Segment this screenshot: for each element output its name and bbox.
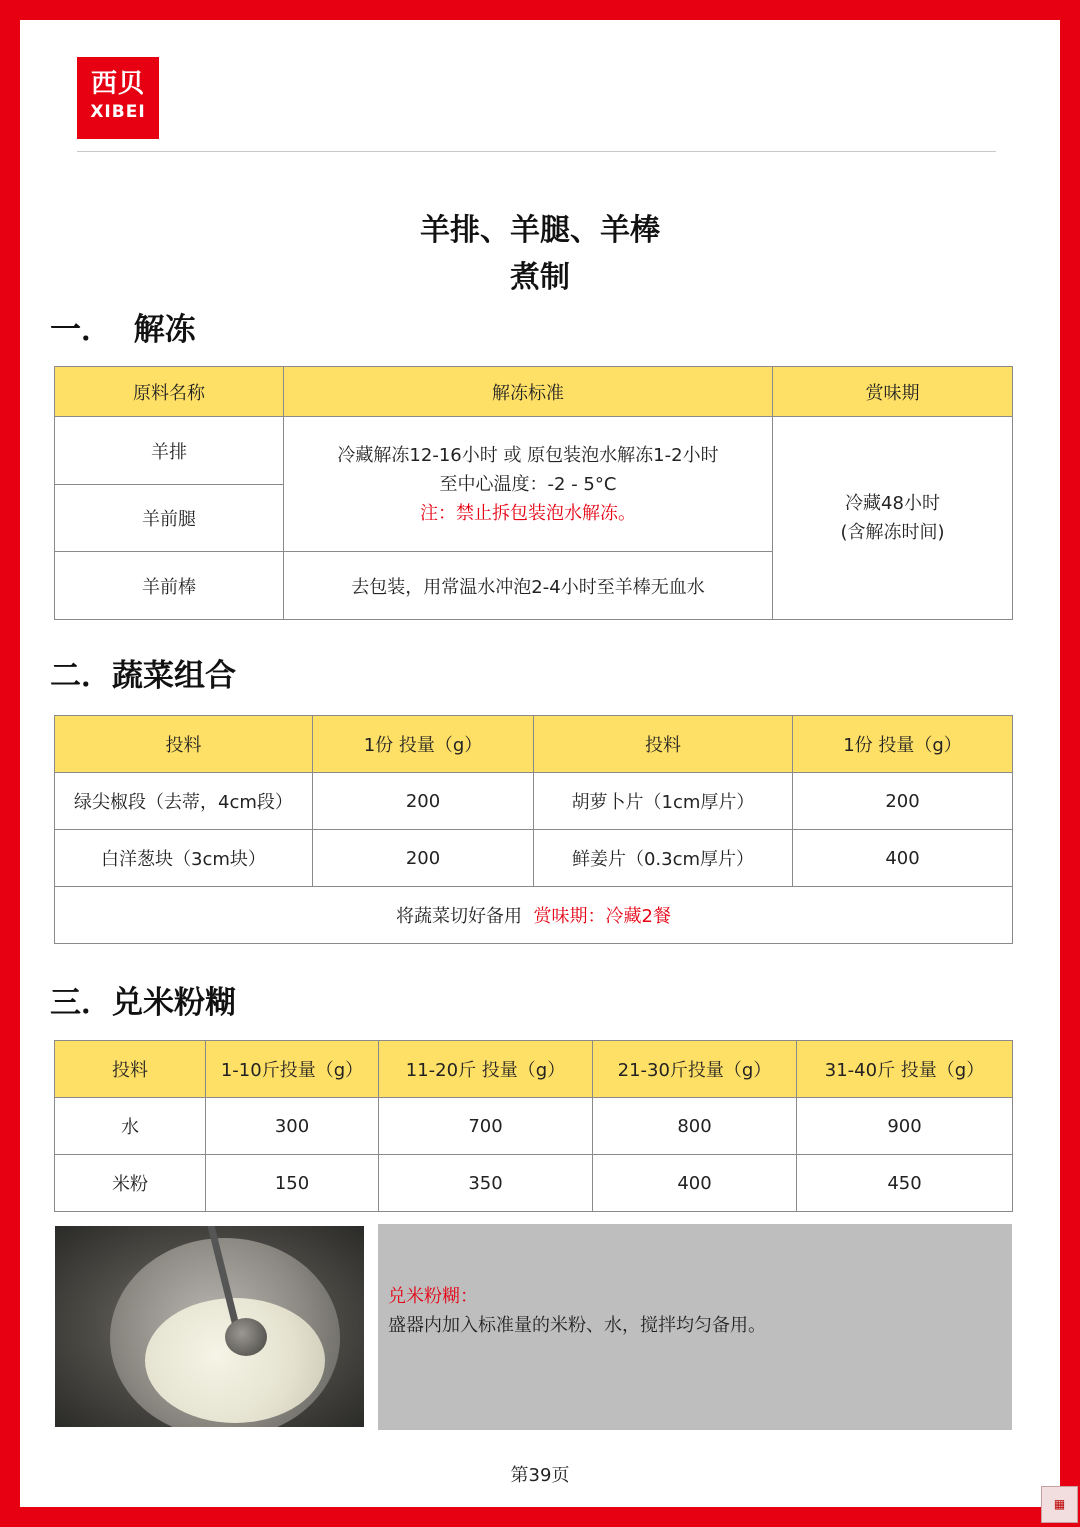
col-header-ingredient-1: 投料 (55, 716, 313, 773)
col-header-1-10: 1-10斤投量（g） (206, 1041, 379, 1098)
veg-cell: 200 (313, 773, 534, 830)
rice-cell: 900 (797, 1098, 1013, 1155)
col-header-amount-2: 1份 投量（g） (793, 716, 1013, 773)
rice-paste-photo (55, 1226, 364, 1427)
item-lamb-foreleg: 羊前腿 (55, 485, 284, 552)
thaw-standard-line1: 冷藏解冻12-16小时 或 原包装泡水解冻1-2小时 (337, 444, 719, 466)
rice-paste-table (54, 1040, 1013, 1212)
col-header-material: 原料名称 (55, 367, 284, 417)
veg-cell: 胡萝卜片（1cm厚片） (534, 773, 793, 830)
header-divider (77, 151, 996, 152)
rice-cell: 水 (55, 1098, 206, 1155)
col-header-shelf-life: 赏味期 (773, 367, 1013, 417)
veg-cell: 绿尖椒段（去蒂，4cm段） (55, 773, 313, 830)
item-lamb-shank: 羊前棒 (55, 552, 284, 620)
veg-cell: 白洋葱块（3cm块） (55, 830, 313, 887)
note-body: 盛器内加入标准量的米粉、水，搅拌均匀备用。 (388, 1315, 766, 1336)
table-row (55, 830, 1013, 887)
veg-cell: 200 (313, 830, 534, 887)
logo-en: XIBEI (90, 102, 146, 122)
section-thawing-heading: 一． 解冻 (50, 312, 196, 348)
veg-cell: 200 (793, 773, 1013, 830)
col-header-31-40: 31-40斤 投量（g） (797, 1041, 1013, 1098)
col-header-21-30: 21-30斤投量（g） (593, 1041, 797, 1098)
table-row (55, 1155, 1013, 1212)
vegetable-footer-text: 将蔬菜切好备用 (396, 906, 523, 927)
col-header-ingredient: 投料 (55, 1041, 206, 1098)
thaw-standard-line2: 至中心温度：-2 - 5°C (439, 473, 617, 495)
section-vegetables-heading: 二．蔬菜组合 (50, 658, 236, 694)
rice-cell: 350 (379, 1155, 593, 1212)
col-header-ingredient-2: 投料 (534, 716, 793, 773)
col-header-11-20: 11-20斤 投量（g） (379, 1041, 593, 1098)
rice-cell: 800 (593, 1098, 797, 1155)
thaw-standard-cell (284, 417, 773, 552)
veg-cell: 鲜姜片（0.3cm厚片） (534, 830, 793, 887)
rice-cell: 300 (206, 1098, 379, 1155)
rice-cell: 米粉 (55, 1155, 206, 1212)
item-lamb-chop: 羊排 (55, 417, 284, 485)
vegetable-footer-note: 赏味期：冷藏2餐 (533, 906, 671, 927)
ladle-shape (225, 1318, 267, 1356)
rice-paste-note-box (378, 1224, 1012, 1430)
thaw-standard-shank: 去包装，用常温水冲泡2-4小时至羊棒无血水 (284, 552, 773, 620)
col-header-amount-1: 1份 投量（g） (313, 716, 534, 773)
section-rice-paste-heading: 三．兑米粉糊 (50, 985, 236, 1021)
shelf-life-line1: 冷藏48小时 (845, 493, 940, 514)
rice-cell: 400 (593, 1155, 797, 1212)
shelf-life-line2: (含解冻时间) (840, 522, 945, 543)
table-row (55, 1098, 1013, 1155)
xibei-logo (77, 57, 159, 139)
thaw-standard-note: 注：禁止拆包装泡水解冻。 (420, 502, 636, 524)
page-number: 第39页 (510, 1465, 570, 1486)
col-header-standard: 解冻标准 (284, 367, 773, 417)
shelf-life-cell (773, 417, 1013, 620)
page-title-line1: 羊排、羊腿、羊棒 (420, 213, 660, 248)
rice-cell: 150 (206, 1155, 379, 1212)
note-title: 兑米粉糊： (388, 1286, 478, 1307)
vegetable-table (54, 715, 1013, 944)
rice-cell: 700 (379, 1098, 593, 1155)
table-row (55, 773, 1013, 830)
logo-cn: 西贝 (90, 69, 145, 99)
vegetable-footer (55, 887, 1013, 944)
rice-cell: 450 (797, 1155, 1013, 1212)
watermark-seal: ▦ (1041, 1486, 1078, 1523)
veg-cell: 400 (793, 830, 1013, 887)
thawing-table (54, 366, 1013, 620)
page-title-line2: 煮制 (510, 260, 570, 295)
